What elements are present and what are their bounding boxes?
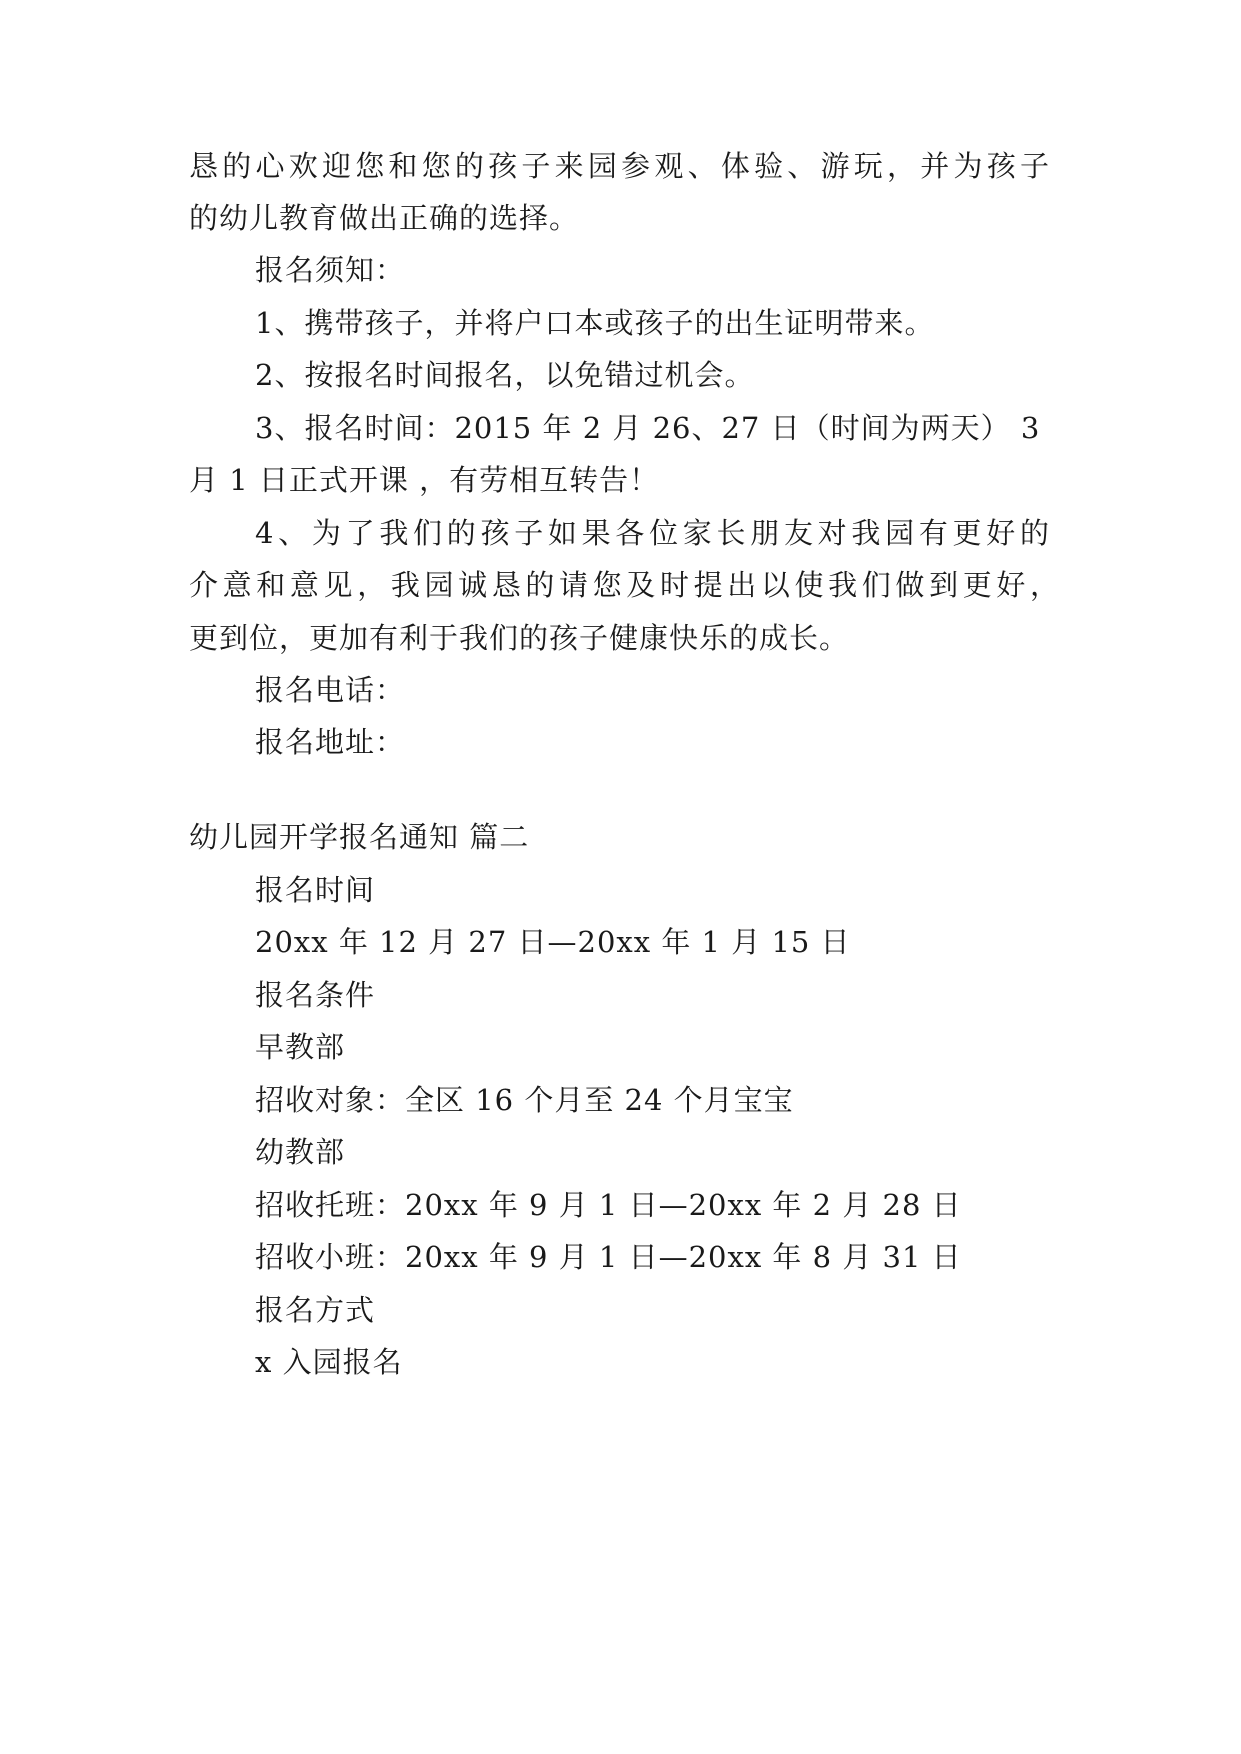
list-item: 早教部	[255, 1030, 346, 1064]
paragraph-line: 的幼儿教育做出正确的选择。	[189, 201, 580, 235]
notice-item-4: 4、为了我们的孩子如果各位家长朋友对我园有更好的	[255, 516, 1049, 550]
section-title: 幼儿园开学报名通知 篇二	[189, 820, 530, 854]
list-item: 报名方式	[255, 1293, 376, 1327]
address-label: 报名地址：	[255, 725, 406, 759]
notice-item-1: 1、携带孩子，并将户口本或孩子的出生证明带来。	[255, 306, 935, 340]
phone-label: 报名电话：	[255, 673, 406, 707]
notice-item-3-cont: 月 1 日正式开课 ，有劳相互转告！	[189, 463, 660, 497]
list-item: 招收小班：20xx 年 9 月 1 日—20xx 年 8 月 31 日	[255, 1240, 962, 1274]
paragraph-line: 恳的心欢迎您和您的孩子来园参观、体验、游玩，并为孩子	[189, 149, 1049, 183]
notice-item-4-cont: 介意和意见，我园诚恳的请您及时提出以使我们做到更好，	[189, 568, 1059, 602]
list-item: x 入园报名	[255, 1345, 403, 1379]
list-item: 报名条件	[255, 978, 376, 1012]
notice-item-3: 3、报名时间：2015 年 2 月 26、27 日（时间为两天） 3	[255, 411, 1041, 445]
notice-heading: 报名须知：	[255, 253, 406, 287]
notice-item-2: 2、按报名时间报名，以免错过机会。	[255, 358, 755, 392]
list-item: 招收托班：20xx 年 9 月 1 日—20xx 年 2 月 28 日	[255, 1188, 962, 1222]
notice-item-4-cont: 更到位，更加有利于我们的孩子健康快乐的成长。	[189, 621, 850, 655]
list-item: 招收对象：全区 16 个月至 24 个月宝宝	[255, 1083, 794, 1117]
list-item: 幼教部	[255, 1135, 346, 1169]
list-item: 报名时间	[255, 873, 376, 907]
list-item: 20xx 年 12 月 27 日—20xx 年 1 月 15 日	[255, 925, 851, 959]
